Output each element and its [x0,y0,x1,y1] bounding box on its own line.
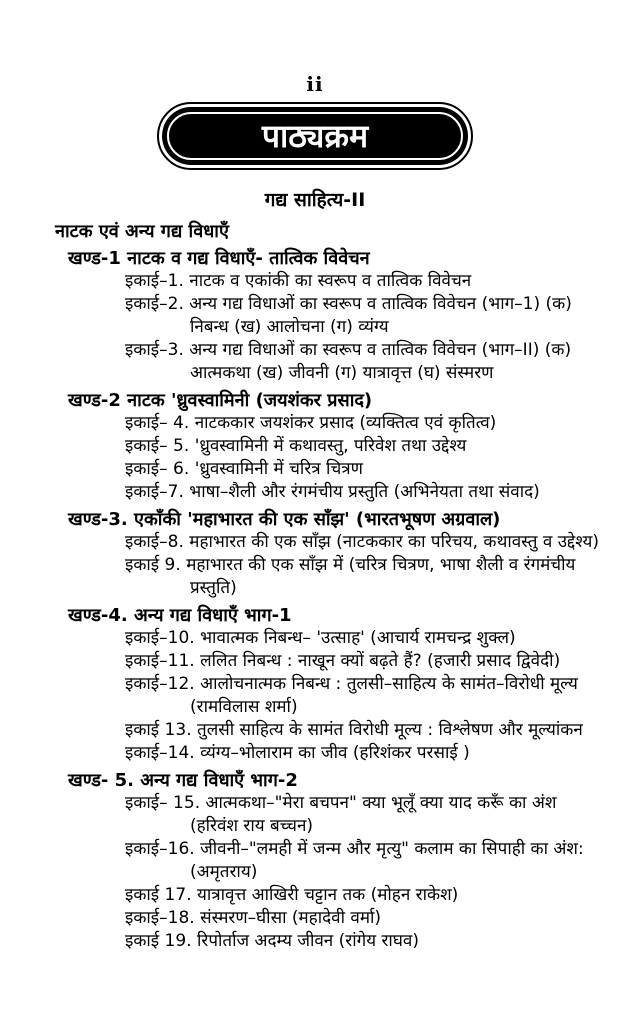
unit-label: इकाई–18. [125,908,195,928]
unit-item [0,884,630,907]
unit-label: इकाई–1. [125,271,184,291]
unit-label: इकाई– 15. [125,793,201,813]
unit-item [0,339,630,385]
unit-item [0,907,630,930]
unit-text: 'ध्रुवस्वामिनी में कथावस्तु, परिवेश तथा उद्देश्य [194,436,467,456]
banner-title: पाठ्यक्रम [167,112,463,160]
section [0,604,630,765]
unit-item [0,435,630,458]
unit-label: इकाई–11. [125,651,195,671]
syllabus-banner [157,102,473,170]
section-heading: खण्ड-3. एकाँकी 'महाभारत की एक साँझ' (भारतभूषण अग्रवाल) [68,509,501,530]
unit-text: आत्मकथा–"मेरा बचपन" क्या भूलूँ क्या याद करूँ का अंश (हरिवंश राय बच्चन) [190,793,557,836]
unit-label: इकाई– 4. [125,413,190,433]
unit-text: महाभारत की एक साँझ (नाटककार का परिचय, कथावस्तु व उद्देश्य) [189,532,599,552]
section-heading: खण्ड-4. अन्य गद्य विधाएँ भाग-1 [68,605,292,626]
unit-item [0,554,630,600]
unit-label: इकाई– 5. [125,436,190,456]
unit-item [0,742,630,765]
unit-item [0,270,630,293]
unit-label: इकाई 19. [125,931,192,951]
unit-text: अन्य गद्य विधाओं का स्वरूप व तात्विक विवेचन (भाग–1) (क) निबन्ध (ख) आलोचना (ग) व्यंग्य [189,294,572,337]
unit-item [0,627,630,650]
unit-item [0,838,630,884]
subject-subtitle: गद्य साहित्य-II [264,189,366,211]
unit-text: नाटककार जयशंकर प्रसाद (व्यक्तित्व एवं कृतित्व) [194,413,497,433]
unit-item [0,293,630,339]
section [0,769,630,953]
section [0,247,630,385]
unit-text: 'ध्रुवस्वामिनी में चरित्र चित्रण [194,459,363,479]
unit-item [0,650,630,673]
unit-text: नाटक व एकांकी का स्वरूप व तात्विक विवेचन [189,271,472,291]
unit-text: ललित निबन्ध : नाखून क्यों बढ़ते हैं? (हजारी प्रसाद द्विवेदी) [200,651,561,671]
unit-text: संस्मरण–घीसा (महादेवी वर्मा) [200,908,382,928]
unit-item [0,412,630,435]
unit-label: इकाई–8. [125,532,184,552]
unit-label: इकाई–12. [125,674,195,694]
unit-label: इकाई–3. [125,340,184,360]
unit-label: इकाई 9. [125,555,181,575]
unit-label: इकाई–10. [125,628,195,648]
unit-item [0,531,630,554]
unit-item [0,792,630,838]
unit-text: अन्य गद्य विधाओं का स्वरूप व तात्विक विवेचन (भाग–II) (क) आत्मकथा (ख) जीवनी (ग) यात्रावृत्त (घ) संस्मरण [189,340,572,383]
unit-item [0,673,630,719]
unit-label: इकाई– 6. [125,459,190,479]
unit-text: रिपोर्ताज अदम्य जीवन (रांगेय राघव) [197,931,419,951]
syllabus-banner-ring [162,107,468,165]
sections [0,247,630,953]
unit-label: इकाई 17. [125,885,192,905]
section [0,389,630,504]
unit-item [0,481,630,504]
unit-label: इकाई 13. [125,720,192,740]
unit-text: भाषा–शैली और रंगमंचीय प्रस्तुति (अभिनेयता तथा संवाद) [189,482,540,502]
section-heading: खण्ड- 5. अन्य गद्य विधाएँ भाग-2 [68,770,298,791]
course-title: नाटक एवं अन्य गद्य विधाएँ [55,221,229,242]
unit-label: इकाई–7. [125,482,184,502]
unit-text: महाभारत की एक साँझ में (चरित्र चित्रण, भाषा शैली व रंगमंचीय प्रस्तुति) [186,555,576,598]
unit-text: यात्रावृत्त आखिरी चट्टान तक (मोहन राकेश) [197,885,459,905]
section-heading: खण्ड-2 नाटक 'ध्रुवस्वामिनी (जयशंकर प्रसाद) [68,390,373,411]
section [0,508,630,600]
unit-text: जीवनी–"लमही में जन्म और मृत्यु" कलाम का सिपाही का अंश: (अमृतराय) [190,839,584,882]
unit-text: तुलसी साहित्य के सामंत विरोधी मूल्य : विश्लेषण और मूल्यांकन [197,720,583,740]
unit-item [0,719,630,742]
unit-item [0,930,630,953]
unit-text: आलोचनात्मक निबन्ध : तुलसी–साहित्य के सामंत–विरोधी मूल्य (रामविलास शर्मा) [190,674,578,717]
unit-label: इकाई–16. [125,839,195,859]
section-heading: खण्ड-1 नाटक व गद्य विधाएँ- तात्विक विवेचन [68,248,370,269]
unit-label: इकाई–14. [125,743,195,763]
page-number: ii [306,72,324,96]
unit-text: व्यंग्य–भोलाराम का जीव (हरिशंकर परसाई ) [200,743,470,763]
unit-text: भावात्मक निबन्ध– 'उत्साह' (आचार्य रामचन्द्र शुक्ल) [200,628,516,648]
unit-label: इकाई–2. [125,294,184,314]
unit-item [0,458,630,481]
